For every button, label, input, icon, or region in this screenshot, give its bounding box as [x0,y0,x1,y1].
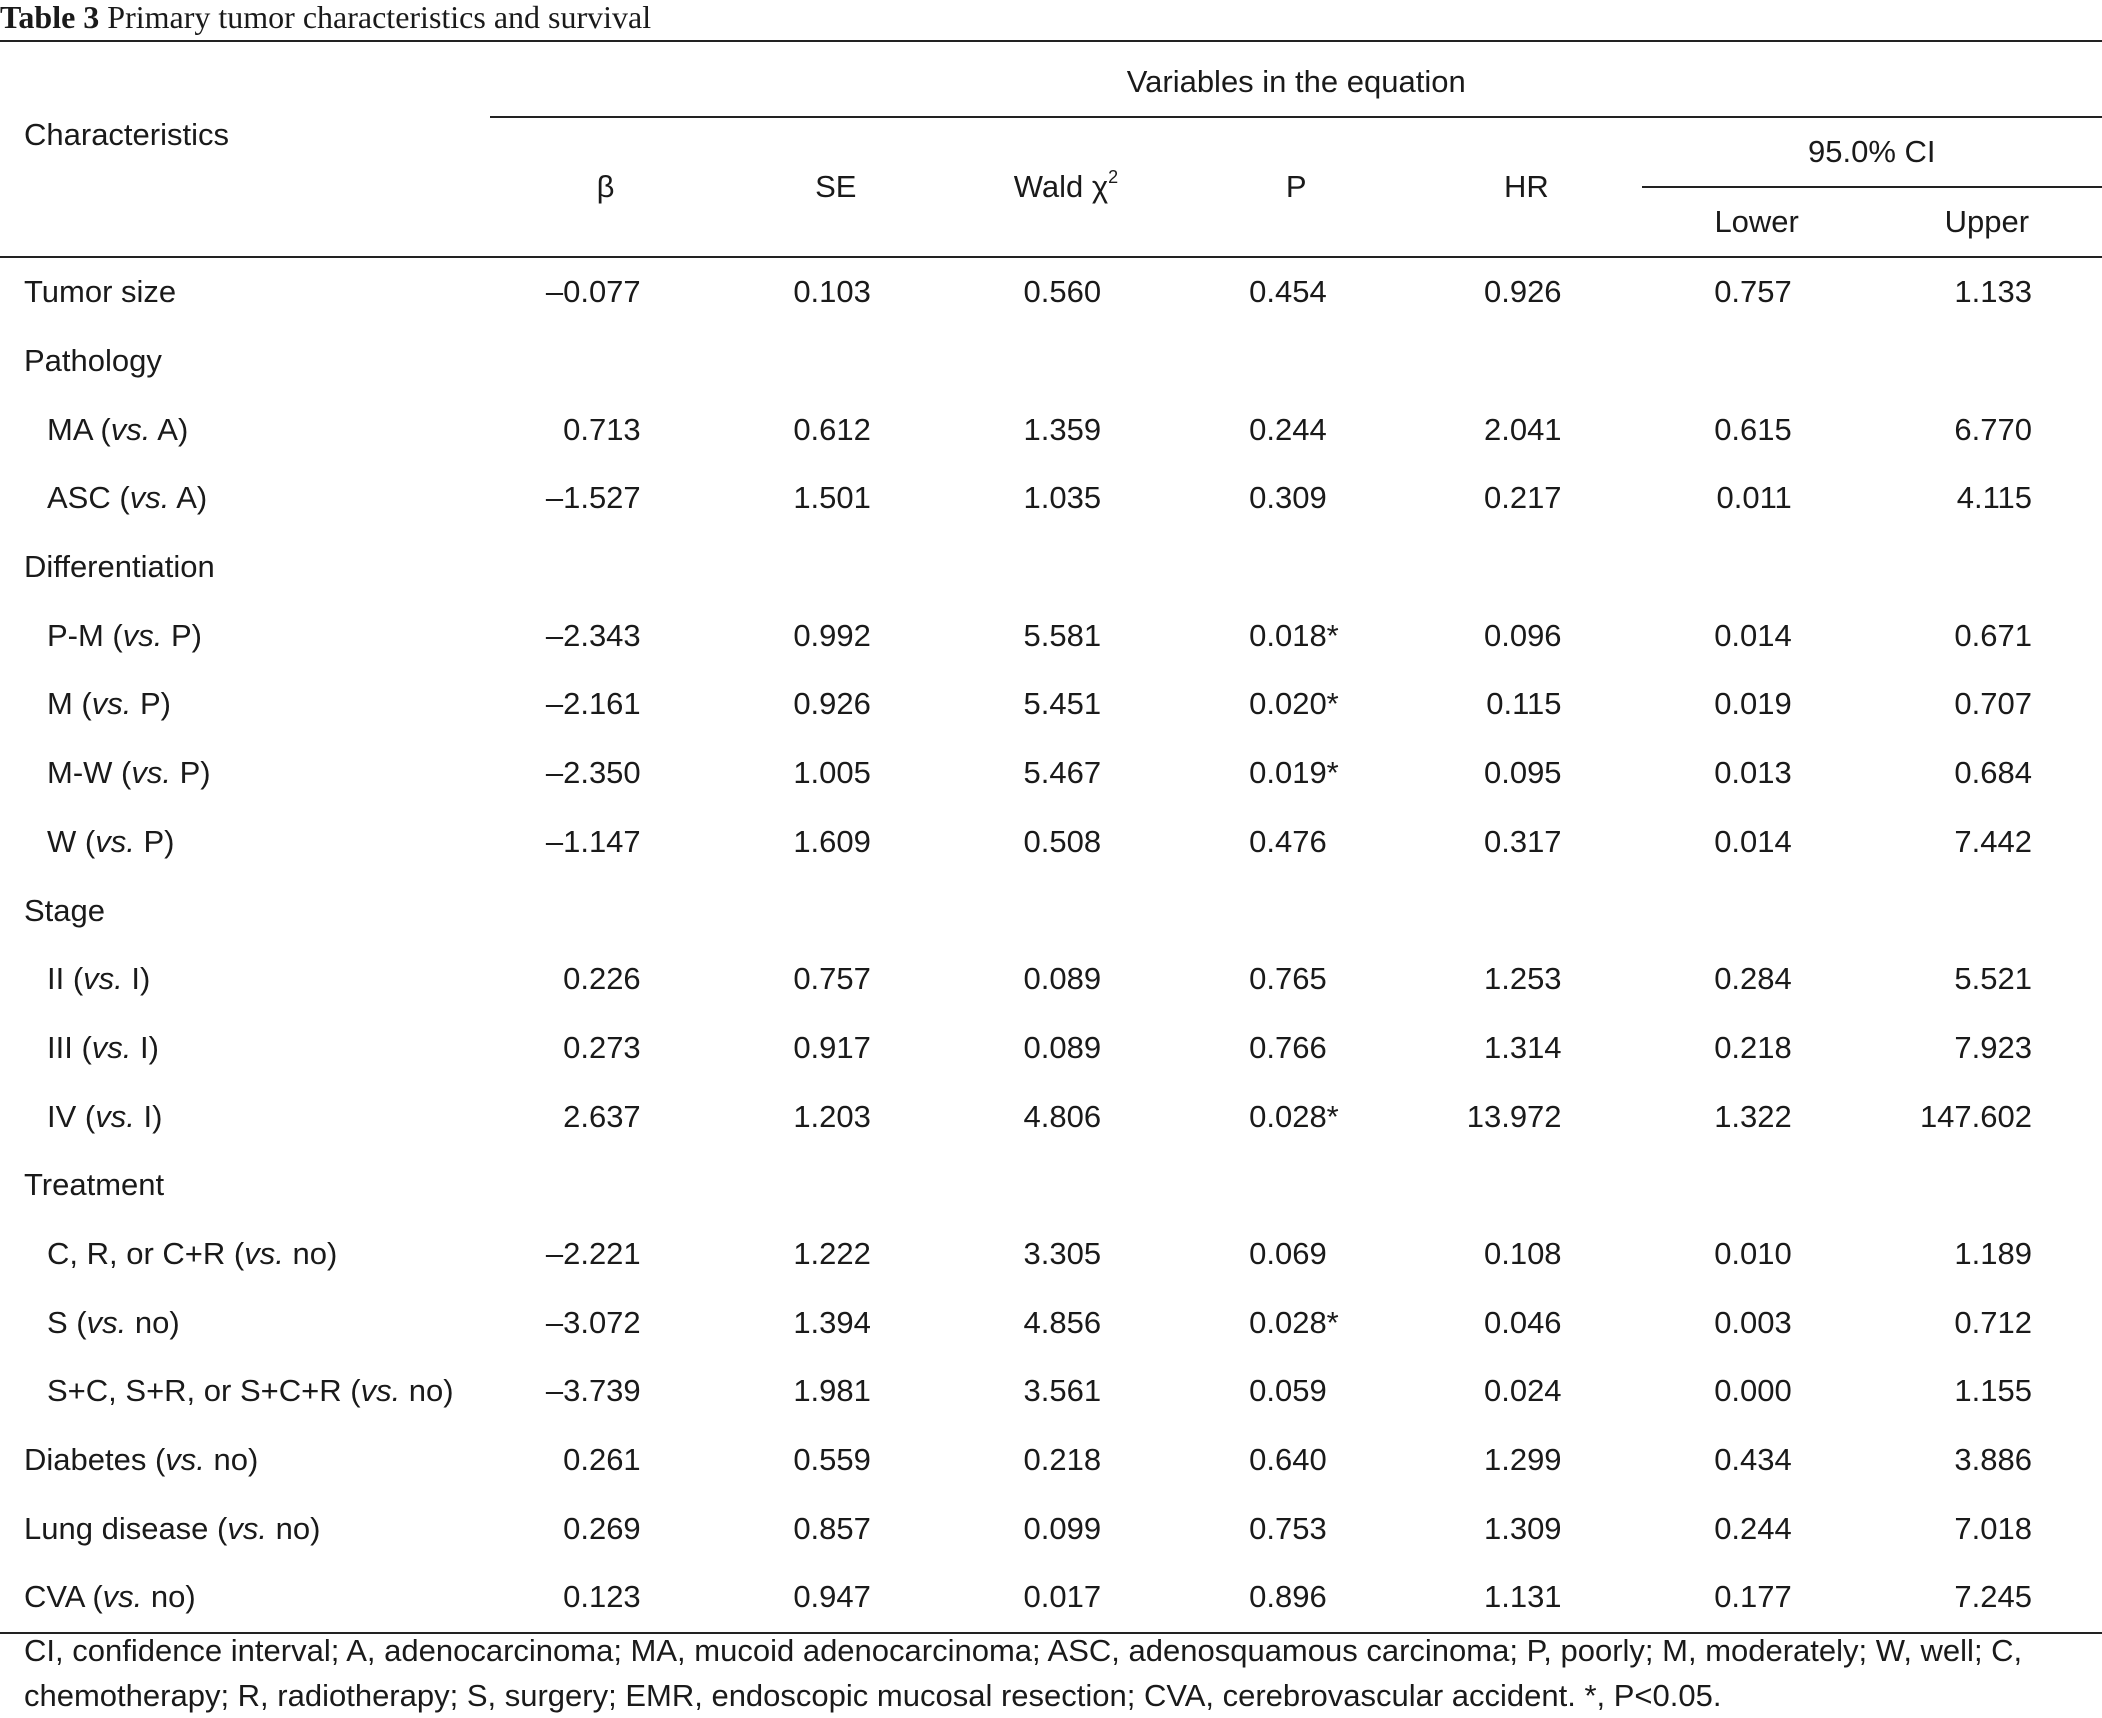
cell-se: 0.947 [721,1563,951,1633]
table-row [0,327,2102,396]
table-caption [0,0,651,40]
table-row [0,395,2102,464]
cell-se: 1.222 [793,1235,871,1271]
row-label: M-W (vs. P) [47,755,211,791]
cell-se: 0.917 [793,1029,871,1065]
cell-lower: 0.244 [1714,1510,1792,1546]
cell-hr: 0.926 [1483,274,1562,310]
col-header-wald [951,117,1181,257]
cell-lower [1642,1151,1872,1220]
cell-hr [1411,533,1641,602]
table-row [0,808,2102,877]
cell-p: 0.069 [1249,1235,1327,1271]
cell-beta [490,876,720,945]
cell-p: 0.059 [1249,1373,1327,1409]
table-row [0,1082,2102,1151]
cell-wald: 5.451 [1023,686,1102,722]
cell-upper: 5.521 [1954,961,2032,997]
cell-wald: 0.508 [1023,823,1102,859]
cell-beta: –1.147 [545,823,641,859]
cell-se [721,876,951,945]
cell-upper: 7.018 [1954,1510,2032,1546]
cell-lower: 0.014 [1714,617,1792,653]
cell-wald: 0.099 [1023,1510,1102,1546]
row-label: MA (vs. A) [47,411,189,447]
cell-wald: 0.560 [1023,274,1102,310]
cell-lower: 0.013 [1714,755,1792,791]
cell-se: 0.857 [793,1510,871,1546]
cell-hr: 0.108 [1483,1235,1562,1271]
cell-p: 0.019* [1249,755,1339,791]
cell-p [1181,876,1411,945]
cell-p: 0.309 [1249,480,1327,516]
cell-se [721,533,951,602]
cell-upper: 7.923 [1954,1029,2032,1065]
row-label: CVA (vs. no) [0,1563,490,1633]
cell-lower [1642,327,1872,396]
cell-hr: 1.309 [1483,1510,1562,1546]
table-body [0,257,2102,1633]
cell-p: 0.753 [1249,1510,1327,1546]
cell-se [721,327,951,396]
row-label: S+C, S+R, or S+C+R (vs. no) [47,1373,454,1409]
cell-p [1181,327,1411,396]
cell-beta: 0.226 [563,961,641,997]
cell-beta: 2.637 [563,1098,641,1134]
cell-lower: 0.615 [1714,411,1792,447]
cell-wald [951,327,1181,396]
results-table [0,40,2102,1634]
cell-upper [1872,327,2102,396]
cell-se: 0.103 [793,274,871,310]
cell-hr [1411,1151,1641,1220]
cell-upper: 0.707 [1954,686,2032,722]
row-label: P-M (vs. P) [47,617,203,653]
cell-p [1181,533,1411,602]
cell-lower: 0.434 [1714,1442,1792,1478]
table-row [0,1426,2102,1495]
cell-wald: 5.581 [1023,617,1102,653]
row-label: Stage [24,892,106,928]
row-label: S (vs. no) [47,1304,180,1340]
cell-upper: 7.245 [1872,1563,2102,1633]
cell-lower: 0.177 [1642,1563,1872,1633]
row-label: Differentiation [24,549,215,585]
cell-lower: 0.010 [1714,1235,1792,1271]
cell-hr: 0.096 [1483,617,1562,653]
cell-se: 1.005 [793,755,871,791]
col-header-se: SE [721,117,951,257]
cell-hr: 0.024 [1483,1373,1562,1409]
cell-hr: 13.972 [1466,1098,1562,1134]
cell-hr: 1.253 [1483,961,1562,997]
cell-hr: 0.217 [1483,480,1562,516]
cell-se: 0.992 [793,617,871,653]
cell-p [1181,1151,1411,1220]
cell-lower: 0.014 [1714,823,1792,859]
col-header-wald-sup: 2 [1108,167,1119,187]
cell-p: 0.896 [1181,1563,1411,1633]
cell-p: 0.020* [1249,686,1339,722]
row-label: C, R, or C+R (vs. no) [47,1235,338,1271]
cell-upper: 0.712 [1954,1304,2032,1340]
cell-beta: 0.713 [563,411,641,447]
cell-hr [1411,327,1641,396]
cell-wald: 4.806 [1023,1098,1102,1134]
row-label: IV (vs. I) [47,1098,163,1134]
row-label: Diabetes (vs. no) [24,1442,259,1478]
table-row [0,464,2102,533]
cell-wald: 0.017 [951,1563,1181,1633]
table-row [0,533,2102,602]
cell-hr: 0.046 [1483,1304,1562,1340]
cell-p: 0.476 [1249,823,1327,859]
cell-upper: 3.886 [1954,1442,2032,1478]
cell-upper: 6.770 [1954,411,2032,447]
row-label: Tumor size [24,274,177,310]
cell-wald [951,876,1181,945]
row-label: Treatment [24,1167,165,1203]
col-header-lower: Lower [1642,187,1872,257]
table-row [0,257,2102,327]
table-row [0,876,2102,945]
cell-se: 0.612 [793,411,871,447]
cell-lower: 0.019 [1714,686,1792,722]
cell-p: 0.765 [1249,961,1327,997]
table-footnote: CI, confidence interval; A, adenocarcinoma; MA, mucoid adenocarcinoma; ASC, adenosquamous carcinoma; P, poorly; M, moderately; W, well; C, chemotherapy; R, radiotherapy; S, surgery; EMR, endoscopic mucosal resection; CVA, cerebrovascular accident. *, P<0.05. [24,1633,2023,1713]
cell-beta: –3.072 [545,1304,641,1340]
cell-upper: 1.155 [1954,1373,2032,1409]
table-row [0,601,2102,670]
cell-beta: 0.261 [563,1442,641,1478]
cell-wald: 0.089 [1023,961,1102,997]
cell-wald [951,533,1181,602]
cell-wald: 3.305 [1023,1235,1102,1271]
cell-upper: 0.684 [1954,755,2032,791]
col-header-wald-text: Wald χ [1013,169,1109,204]
cell-hr: 1.314 [1483,1029,1562,1065]
cell-p: 0.028* [1249,1098,1339,1134]
cell-beta: –3.739 [545,1373,641,1409]
cell-p: 0.018* [1249,617,1339,653]
cell-upper: 0.671 [1954,617,2032,653]
cell-lower [1642,876,1872,945]
col-header-ci: 95.0% CI [1642,117,2102,187]
cell-upper: 147.602 [1919,1098,2032,1134]
cell-upper: 4.115 [1956,480,2032,516]
row-label: Lung disease (vs. no) [24,1510,321,1546]
cell-hr: 1.299 [1483,1442,1562,1478]
table-row [0,945,2102,1014]
cell-lower: 1.322 [1714,1098,1792,1134]
table-row [0,1563,2102,1633]
cell-beta: –2.161 [545,686,641,722]
cell-wald [951,1151,1181,1220]
row-label: M (vs. P) [47,686,172,722]
row-label: III (vs. I) [47,1029,159,1065]
cell-p: 0.244 [1249,411,1327,447]
col-header-beta: β [490,117,720,257]
cell-beta: 0.269 [563,1510,641,1546]
cell-wald: 5.467 [1023,755,1102,791]
col-header-characteristics: Characteristics [0,41,490,257]
cell-wald: 3.561 [1023,1373,1102,1409]
cell-upper: 1.189 [1954,1235,2032,1271]
cell-wald: 0.089 [1023,1029,1102,1065]
col-header-p: P [1181,117,1411,257]
table-row [0,1151,2102,1220]
cell-upper: 1.133 [1954,274,2032,310]
cell-wald: 0.218 [1023,1442,1102,1478]
table-row [0,739,2102,808]
cell-beta [490,533,720,602]
cell-beta: –2.343 [545,617,641,653]
cell-upper [1872,533,2102,602]
cell-hr: 2.041 [1483,411,1562,447]
cell-p: 0.640 [1249,1442,1327,1478]
table-row [0,1014,2102,1083]
col-header-upper: Upper [1872,187,2102,257]
table-row [0,1494,2102,1563]
row-label: W (vs. P) [47,823,175,859]
cell-se: 0.926 [793,686,871,722]
cell-hr: 0.095 [1483,755,1562,791]
cell-beta: –0.077 [545,274,641,310]
cell-se: 1.394 [793,1304,871,1340]
cell-se: 1.981 [793,1373,871,1409]
cell-beta [490,1151,720,1220]
col-header-group: Variables in the equation [490,41,2102,117]
cell-se: 0.757 [793,961,871,997]
cell-beta: –1.527 [545,480,641,516]
cell-beta: 0.273 [563,1029,641,1065]
cell-lower: 0.757 [1714,274,1792,310]
cell-beta: –2.221 [545,1235,641,1271]
cell-beta: 0.123 [490,1563,720,1633]
cell-hr [1411,876,1641,945]
cell-wald: 4.856 [1023,1304,1102,1340]
cell-upper [1872,876,2102,945]
col-header-hr: HR [1411,117,1641,257]
cell-lower [1642,533,1872,602]
row-label: II (vs. I) [47,961,151,997]
cell-wald: 1.035 [1023,480,1102,516]
row-label: Pathology [24,343,162,379]
table-row [0,1220,2102,1289]
cell-se [721,1151,951,1220]
cell-se: 1.609 [793,823,871,859]
cell-lower: 0.284 [1714,961,1792,997]
table-row [0,670,2102,739]
cell-p: 0.028* [1249,1304,1339,1340]
cell-hr: 0.115 [1486,686,1562,722]
table-caption-text: Primary tumor characteristics and survival [107,0,652,35]
cell-upper: 7.442 [1954,823,2032,859]
cell-se: 1.203 [793,1098,871,1134]
cell-p: 0.766 [1249,1029,1327,1065]
cell-hr: 0.317 [1483,823,1562,859]
cell-beta: –2.350 [545,755,641,791]
cell-beta [490,327,720,396]
table-caption-label: Table 3 [0,0,100,35]
cell-se: 0.559 [793,1442,871,1478]
cell-upper [1872,1151,2102,1220]
cell-se: 1.501 [793,480,871,516]
row-label: ASC (vs. A) [47,480,208,516]
table-row [0,1357,2102,1426]
cell-lower: 0.218 [1714,1029,1792,1065]
cell-p: 0.454 [1249,274,1327,310]
cell-lower: 0.003 [1714,1304,1792,1340]
cell-lower: 0.000 [1714,1373,1792,1409]
cell-hr: 1.131 [1411,1563,1641,1633]
table-row [0,1288,2102,1357]
cell-wald: 1.359 [1023,411,1102,447]
cell-lower: 0.011 [1716,480,1792,516]
